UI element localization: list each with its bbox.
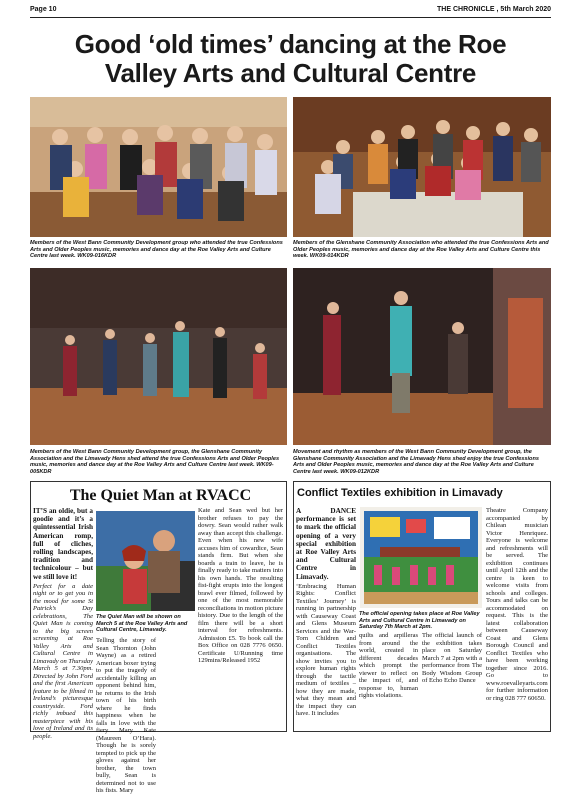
headline-line-2: Valley Arts and Cultural Centre bbox=[104, 58, 477, 88]
quiet-man-photo-caption: The Quiet Man will be shown on March 5 at the Roe Valley Arts and Cultural Centre, Limavady. bbox=[96, 614, 188, 634]
paper-date: THE CHRONICLE , 5th March 2020 bbox=[437, 6, 551, 13]
main-headline bbox=[30, 30, 551, 88]
caption-photo-1: Members of the West Bann Community Development group who attended the true Confessions Arts and Older Peoples music, memories and dance day at the Roe Valley Arts and Culture Centre last week. WK09-016KDR bbox=[30, 240, 283, 260]
top-rule bbox=[30, 17, 551, 18]
textiles-photo-caption: The official opening takes place at Roe Valley Arts and Cultural Centre in Limavady on Saturday 7th March at 2pm. bbox=[359, 611, 480, 631]
textiles-col2-body: quilts and arpilleras from around the world, created in different decades which prompt the viewer to reflect on the impact of, and response to, human rights violations. bbox=[359, 632, 418, 699]
caption-photo-2: Members of the Glenshane Community Association who attended the true Confessions Arts and Older Peoples music, memories and dance day at the Roe Valley Arts and Culture Centre this week. WK09-014KDR bbox=[293, 240, 549, 260]
textiles-col-1 bbox=[296, 507, 356, 718]
caption-photo-3: Members of the West Bann Community Development group, the Glenshane Community Association and the Limavady Hens shed attend the true Confessions Arts and Older Peoples music, memories and dance day at the Roe Valley Arts and Culture Centre last week. WK09-005KDR bbox=[30, 449, 280, 475]
quiet-man-col3-body: Kate and Sean wed but her brother refuses to pay the dowry. Sean would rather walk away than accept this challenge. Even when his new wife accuses him of cowardice, Sean stands firm. But when she boards a train to leave, he is finally ready to take matters into his own hands. The resulting fist-fight erupts into the longest brawl ever filmed, followed by one of the most memorable reconciliations in motion picture history. Due to the length of the film there will be a short interval for refreshments. Admission £5. To book call the Box Office on 028 7776 0650. Certificate U/Running time 129mins/Released 1952 bbox=[198, 507, 283, 664]
textiles-col-2b bbox=[422, 632, 482, 685]
photo-glenshane-group bbox=[293, 97, 551, 237]
textiles-col-3 bbox=[486, 507, 548, 702]
textiles-title: Conflict Textiles exhibition in Limavady bbox=[297, 487, 503, 499]
page-number: Page 10 bbox=[30, 6, 57, 13]
quiet-man-title: The Quiet Man at RVACC bbox=[69, 487, 252, 504]
quiet-man-col-1 bbox=[33, 507, 93, 740]
textiles-col1-body: ‘Embracing Human Rights: Conflict Textiles’ Journey’ is running in partnership with Causeway Coast and Glens Museum Services and the War-Torn Children and Conflict Textiles organisations. The show invites you to explore human rights through the tactile medium of textiles – how they are made, what they mean and the impact they can have. It includes bbox=[296, 582, 356, 718]
caption-photo-4: Movement and rhythm as members of the West Bann Community Development group, the Glenshane Community Association and the Limavady Hens shed enjoy the true Confessions Arts and Older Peoples music, memories and dance day at the Roe Valley Arts and Culture Centre last week. WK09-012KDR bbox=[293, 449, 539, 475]
photo-west-bann-group bbox=[30, 97, 287, 237]
quiet-man-lead: IT’S an oldie, but a goodie and it’s a quintessential Irish American romp, full of cliches, rolling landscapes, tradition and technicolour – but we still love it! bbox=[33, 507, 93, 581]
quiet-man-col-3 bbox=[198, 507, 283, 665]
textiles-col2b-body: The official launch of the exhibition takes place on Saturday March 7 at 2pm with a performance from The Body Wisdom Group of Echo Echo Dance bbox=[422, 632, 482, 684]
photo-dance-hall bbox=[30, 268, 287, 445]
headline-line-1: Good ‘old times’ dancing at the Roe bbox=[74, 29, 507, 59]
quiet-man-col-2 bbox=[96, 637, 156, 795]
quiet-man-film-still bbox=[96, 511, 195, 611]
photo-movement-rhythm bbox=[293, 268, 551, 445]
textiles-lead: A DANCE performance is set to mark the official opening of a very special exhibition at Roe Valley Arts and Cultural Centre in Limavady. bbox=[296, 507, 356, 581]
textiles-col3-body: Theatre Company accompanied by Chilean musician Victor Henriquez. Everyone is welcome and refreshments will be served. The exhibition continues until April 12th and the centre is keen to welcome visits from schools and colleges. Tours and talks can be accommodated on request. This is the latest collaboration between Causeway Coast and Glens Borough Council and Conflict Textiles who have been working together since 2016. Go to www.roevalleyarts.com for further information or ring 028 777 60650. bbox=[486, 507, 548, 702]
textiles-quilt-photo bbox=[360, 507, 482, 608]
quiet-man-col2-body: Telling the story of Sean Thornton (John Wayne) as a retired American boxer trying to put the tragedy of accidentally killing an opponent behind him, he returns to the Irish town of his birth where he finds happiness when he falls in love with the fiery Mary Kate (Maureen O’Hara). Though he is sorely tempted to pick up the gloves against her brother, the town bully, Sean is determined not to use his fists. Mary bbox=[96, 637, 156, 794]
textiles-col-2 bbox=[359, 632, 418, 700]
quiet-man-col1-body: Perfect for a date night or to get you in the mood for some St Patrick’s Day celebrations, The Quiet Man is coming to the big screen screening at Roe Valley Arts and Cultural Centre in Limavady on Thursday March 5 at 7.30pm. Directed by John Ford and the first American feature to be filmed in Ireland’s picturesque countryside. Ford richly imbued this masterpiece with his love of Ireland and its people. bbox=[33, 582, 93, 740]
